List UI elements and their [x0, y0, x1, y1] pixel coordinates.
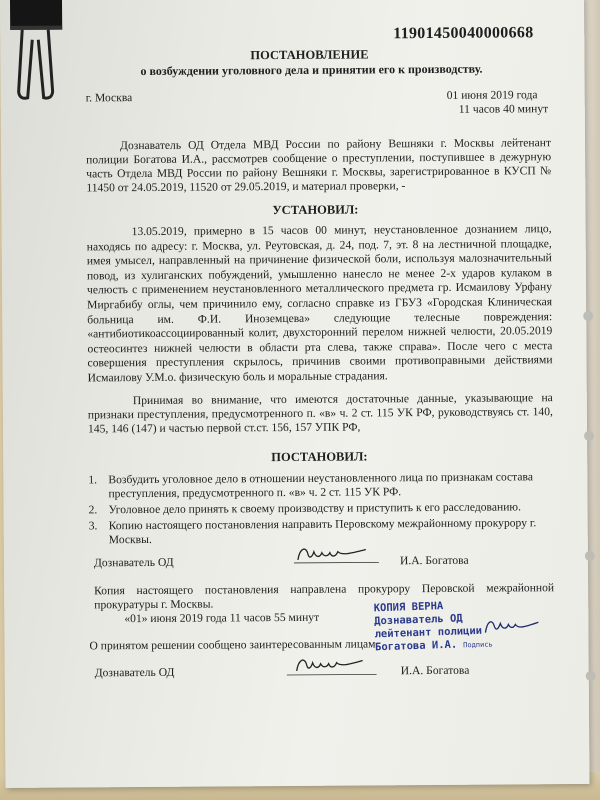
- signer-name-2: И.А. Богатова: [400, 663, 470, 678]
- signer-name: И.А. Богатова: [399, 553, 469, 568]
- signer-role: Дознаватель ОД: [93, 555, 174, 570]
- binder-clip-icon: [8, 0, 67, 105]
- copy-sent-note: Копия настоящего постановления направлена прокурору Перовской межрайонной прокуратуры г. Москвы.: [94, 581, 555, 612]
- intro-paragraph: Дознаватель ОД Отдела МВД России по району Вешняки г. Москвы лейтенант полиции Богатова И.А., рассмотрев сообщение о преступлении, поступившее в дежурную часть Отдела МВД России по району Вешняки г. Москвы, зарегистрированное в КУСП № 11450 от 24.05.2019, 11520 от 29.05.2019, и материал проверки, -: [86, 136, 552, 195]
- list-item: 1. Возбудить уголовное дело в отношении неустановленного лица по признакам состава преступления, предусмотренного п. «в» ч. 2 ст. 115 УК РФ.: [88, 470, 534, 501]
- copy-sent-date: «01» июня 2019 года 11 часов 55 минут: [124, 610, 320, 626]
- document-time: 11 часов 40 минут: [458, 102, 549, 116]
- facts-paragraph: 13.05.2019, примерно в 15 часов 00 минут, неустановленное дознанием лицо, находясь по адресу: г. Москва, ул. Реутовская, д. 24, под. 7, эт. 8 на лестничной площадке, имея умысел, направленный на причинение физической боли, используя малозначительный повод, из хулиганских побуждений, умышленно нанесло не менее 2-х ударов кулаком в челюсть с применением неустановленного металлического предмета гр. Исмаилову Урфану Миргабибу оглы, чем причинило ему, согласно справке из ГБУЗ «Городская Клиническая больница им. Ф.И. Иноземцева» следующие телесные повреждения: «антибиотикоассоциированный колит, двухсторонний перелом нижней челюсти, 20.05.2019 остеосинтез нижней челюсти в области рта слева, также справа». После чего с места совершения преступления скрылось, причинив своими противоправными действиями Исмаилову У.М.о. физическую боль и моральные страдания.: [86, 222, 553, 385]
- stamp-signature-icon: [482, 614, 542, 640]
- section-heading-established: УСТАНОВИЛ:: [272, 202, 359, 218]
- city: г. Москва: [85, 91, 133, 105]
- notification-note: О принятом решении сообщено заинтересованным лицам: [89, 637, 376, 653]
- case-number: 11901450040000668: [393, 24, 534, 43]
- section-heading-resolved: ПОСТАНОВИЛ:: [271, 449, 368, 465]
- document-title: ПОСТАНОВЛЕНИЕ: [250, 47, 369, 63]
- certified-copy-stamp: КОПИЯ ВЕРНА Дознаватель ОД лейтенант полиции Богатова И.А. Подпись: [373, 600, 493, 654]
- considering-paragraph: Принимая во внимание, что имеются достаточные данные, указывающие на признаки преступления, предусмотренного п. «в» ч. 2 ст. 115 УК РФ, руководствуясь ст. 140, 145, 146 (147) и частью первой ст.ст. 156, 157 УПК РФ,: [87, 391, 553, 436]
- signer-role-2: Дознаватель ОД: [94, 665, 175, 680]
- resolution-list: [88, 470, 559, 549]
- signature-icon: [287, 653, 377, 678]
- signature-icon: [294, 543, 379, 566]
- list-item: 2. Уголовное дело принять к своему производству и приступить к его расследованию.: [88, 500, 521, 517]
- document-subtitle: о возбуждении уголовного дела и принятии его к производству.: [140, 61, 483, 79]
- punch-holes: [578, 296, 600, 776]
- list-item: 3. Копию настоящего постановления направить Перовскому межрайонному прокурору г. Москвы.: [88, 516, 537, 547]
- document-date: 01 июня 2019 года: [446, 88, 538, 102]
